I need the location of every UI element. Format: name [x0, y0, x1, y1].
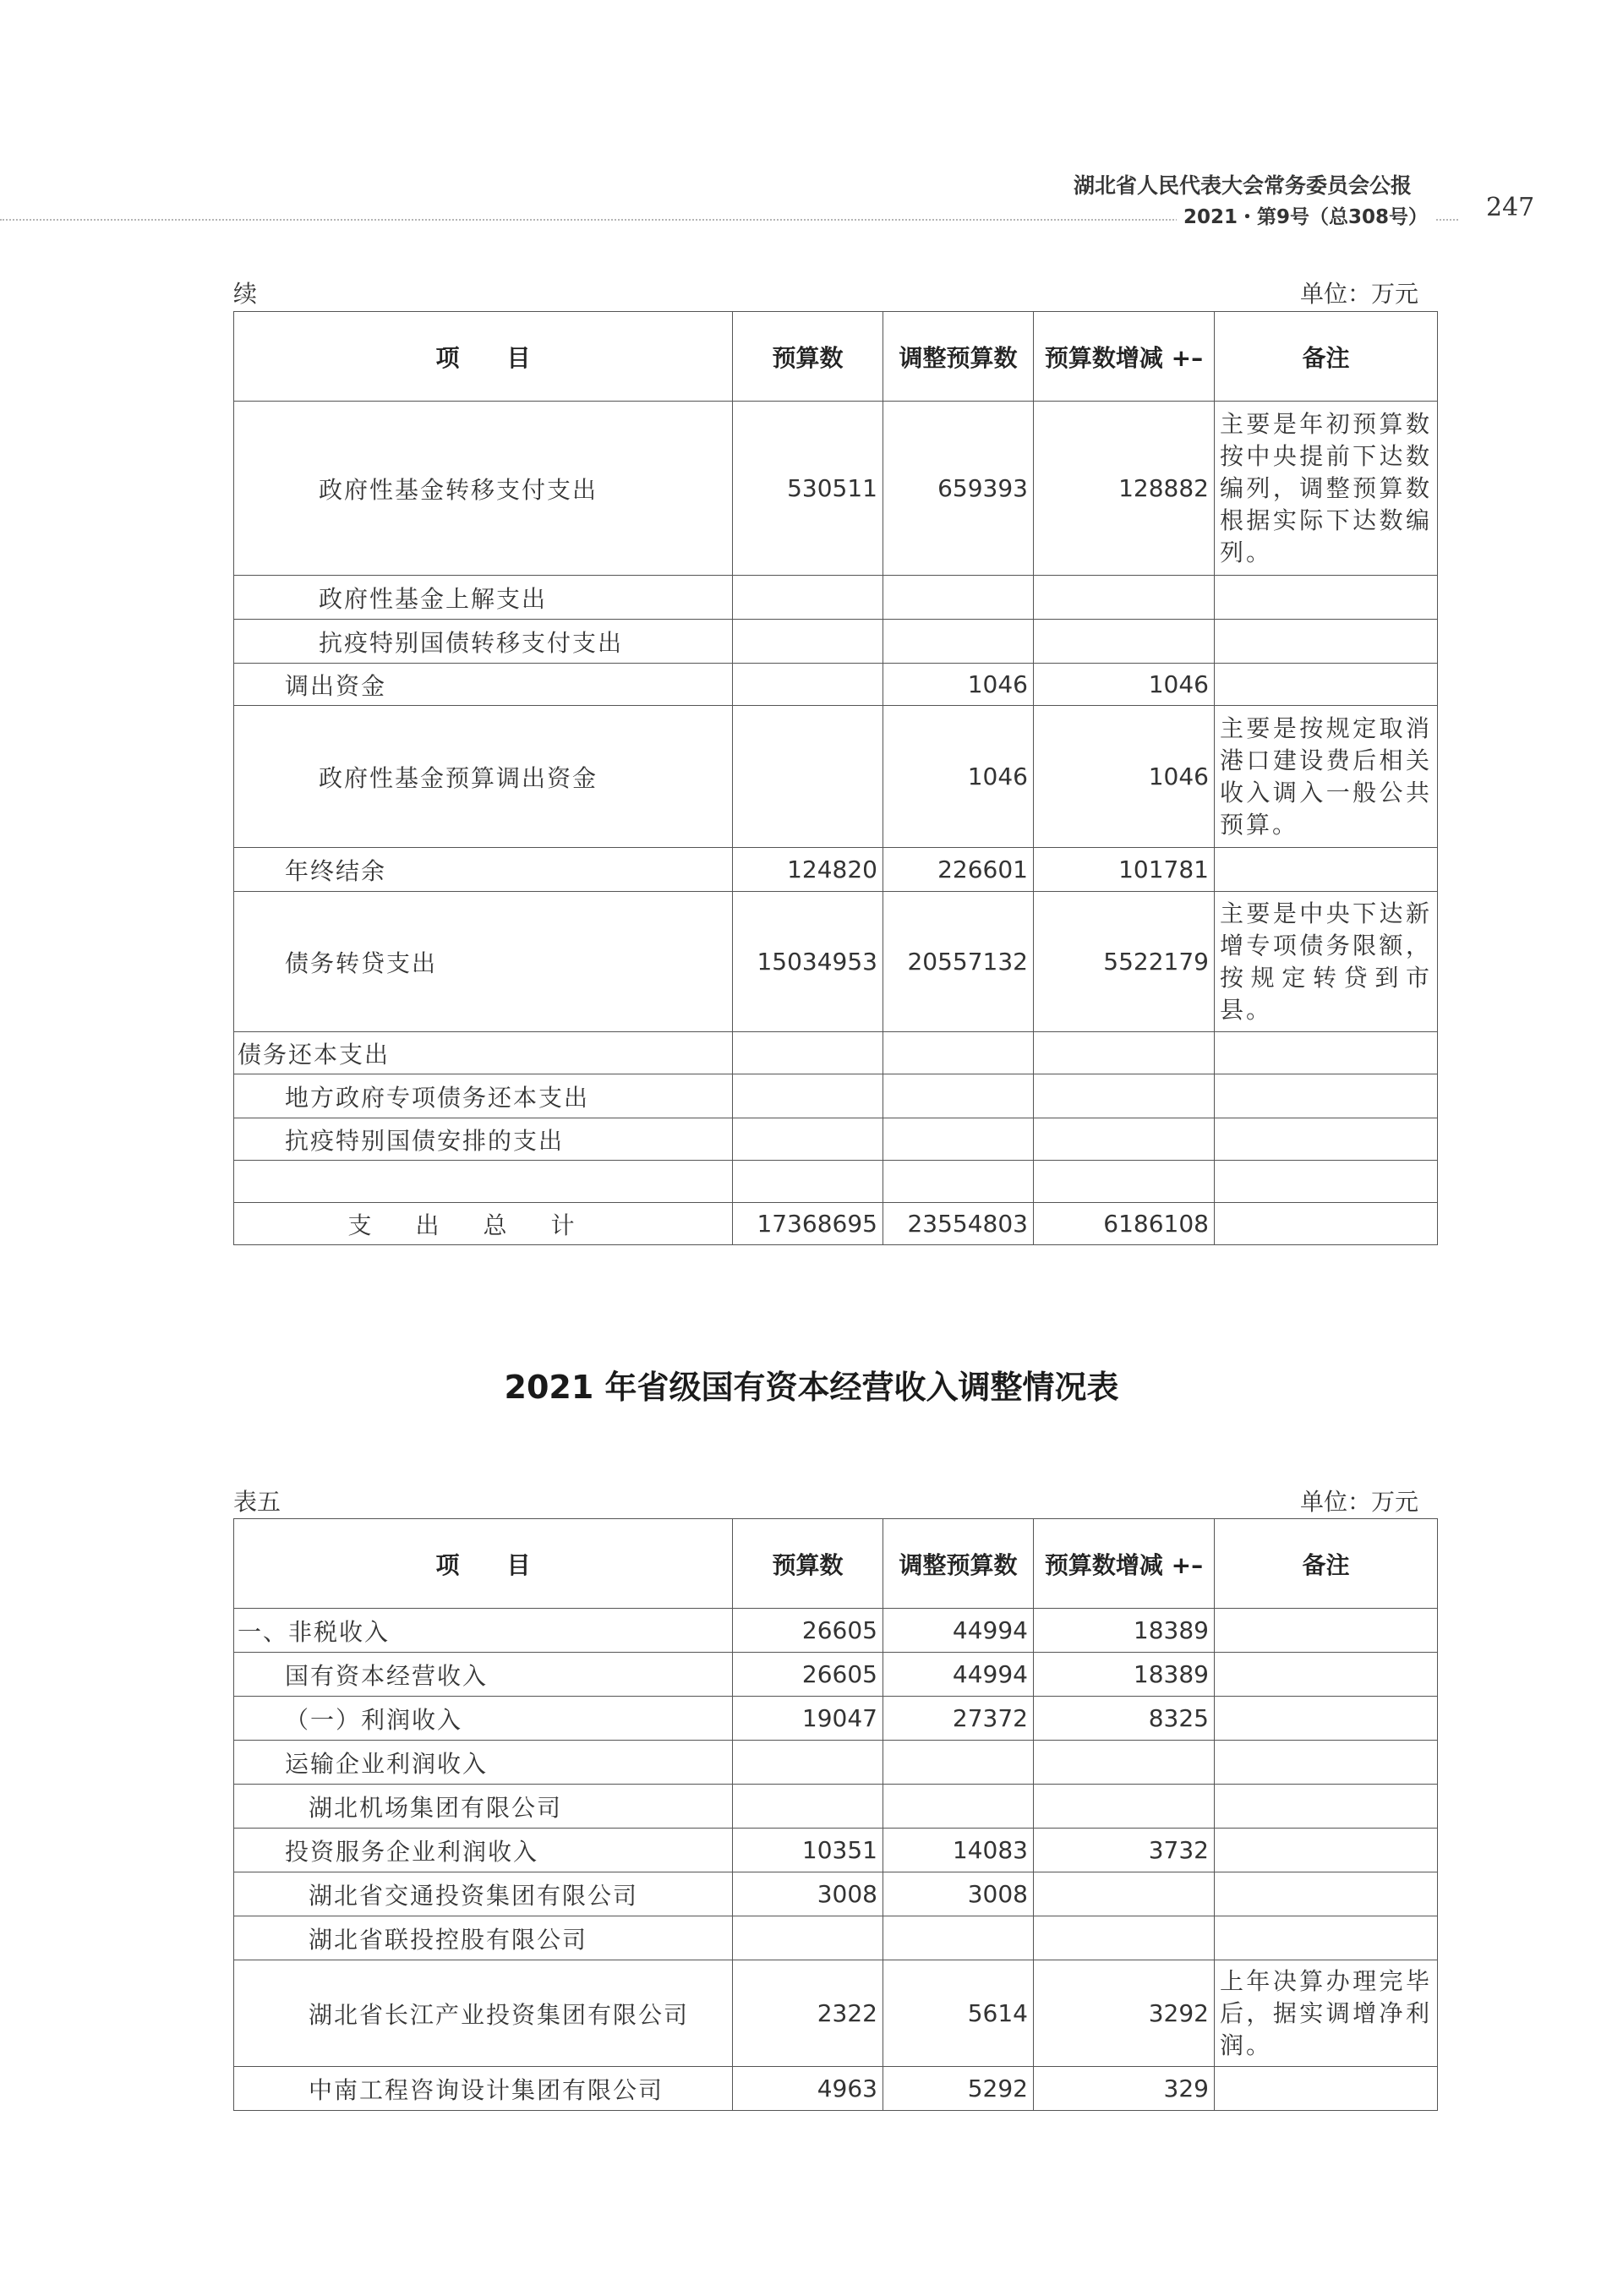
table-row	[234, 620, 1438, 664]
row-adjusted	[883, 620, 1034, 664]
row-note	[1215, 664, 1438, 706]
state-capital-revenue-table	[233, 1518, 1438, 2111]
table-row	[234, 2067, 1438, 2111]
row-budget: 530511	[733, 402, 883, 576]
row-item: 债务还本支出	[234, 1032, 733, 1074]
row-note	[1215, 2067, 1438, 2111]
row-adjusted	[883, 1032, 1034, 1074]
row-adjusted: 44994	[883, 1653, 1034, 1697]
row-item: 抗疫特别国债安排的支出	[234, 1118, 733, 1161]
row-budget: 19047	[733, 1697, 883, 1741]
table-row	[234, 1872, 1438, 1916]
row-item: 抗疫特别国债转移支付支出	[234, 620, 733, 664]
row-adjusted: 5614	[883, 1960, 1034, 2067]
row-item: 中南工程咨询设计集团有限公司	[234, 2067, 733, 2111]
row-item: （一）利润收入	[234, 1697, 733, 1741]
row-note	[1215, 1161, 1438, 1203]
table2-caption: 表五	[233, 1488, 281, 1516]
table-row	[234, 892, 1438, 1032]
row-budget: 26605	[733, 1609, 883, 1653]
row-change: 3292	[1034, 1960, 1215, 2067]
row-change	[1034, 1741, 1215, 1785]
row-adjusted	[883, 1161, 1034, 1203]
row-item: 运输企业利润收入	[234, 1741, 733, 1785]
table-row	[234, 1161, 1438, 1203]
row-budget	[733, 1074, 883, 1118]
row-change: 3732	[1034, 1829, 1215, 1872]
row-budget	[733, 620, 883, 664]
row-adjusted	[883, 1916, 1034, 1960]
table-row	[234, 1697, 1438, 1741]
row-change: 18389	[1034, 1609, 1215, 1653]
row-note	[1215, 1697, 1438, 1741]
row-adjusted: 5292	[883, 2067, 1034, 2111]
table-header-row	[234, 1519, 1438, 1609]
row-change	[1034, 1872, 1215, 1916]
table-row	[234, 1032, 1438, 1074]
row-budget	[733, 1032, 883, 1074]
publication-name: 湖北省人民代表大会常务委员会公报	[1074, 173, 1413, 198]
row-budget	[733, 1785, 883, 1829]
table-row	[234, 664, 1438, 706]
total-label: 支出总计	[234, 1203, 733, 1245]
header-note: 备注	[1215, 312, 1438, 402]
row-item: 湖北省交通投资集团有限公司	[234, 1872, 733, 1916]
row-adjusted	[883, 576, 1034, 620]
row-note	[1215, 1829, 1438, 1872]
row-budget: 4963	[733, 2067, 883, 2111]
row-change: 329	[1034, 2067, 1215, 2111]
table1-unit: 单位：万元	[1300, 280, 1419, 308]
row-budget	[733, 1118, 883, 1161]
row-change	[1034, 1118, 1215, 1161]
row-note	[1215, 620, 1438, 664]
row-change	[1034, 1074, 1215, 1118]
row-adjusted	[883, 1785, 1034, 1829]
table2-unit: 单位：万元	[1300, 1488, 1419, 1516]
row-change: 1046	[1034, 664, 1215, 706]
row-change: 101781	[1034, 848, 1215, 892]
row-note: 主要是年初预算数按中央提前下达数编列，调整预算数根据实际下达数编列。	[1215, 402, 1438, 576]
expenditure-table-continued	[233, 311, 1438, 1245]
row-adjusted: 20557132	[883, 892, 1034, 1032]
row-note	[1215, 1653, 1438, 1697]
row-item: 湖北机场集团有限公司	[234, 1785, 733, 1829]
row-adjusted: 1046	[883, 706, 1034, 848]
row-item: 国有资本经营收入	[234, 1653, 733, 1697]
table-row	[234, 1074, 1438, 1118]
row-budget	[733, 1741, 883, 1785]
table1-caption: 续	[233, 280, 258, 308]
row-note	[1215, 848, 1438, 892]
row-adjusted	[883, 1741, 1034, 1785]
row-adjusted	[883, 1118, 1034, 1161]
row-change	[1034, 1916, 1215, 1960]
header-item: 项 目	[234, 1519, 733, 1609]
table-row	[234, 1785, 1438, 1829]
row-budget	[733, 1916, 883, 1960]
row-note	[1215, 1074, 1438, 1118]
table-row	[234, 1829, 1438, 1872]
row-budget: 3008	[733, 1872, 883, 1916]
row-note	[1215, 1741, 1438, 1785]
row-note	[1215, 576, 1438, 620]
row-item: 投资服务企业利润收入	[234, 1829, 733, 1872]
table-row	[234, 1609, 1438, 1653]
row-change	[1034, 1032, 1215, 1074]
header-budget: 预算数	[733, 1519, 883, 1609]
row-adjusted: 27372	[883, 1697, 1034, 1741]
row-note: 上年决算办理完毕后，据实调增净利润。	[1215, 1960, 1438, 2067]
row-adjusted: 659393	[883, 402, 1034, 576]
row-adjusted: 44994	[883, 1609, 1034, 1653]
row-budget	[733, 1161, 883, 1203]
row-change: 18389	[1034, 1653, 1215, 1697]
row-change: 5522179	[1034, 892, 1215, 1032]
row-item: 政府性基金上解支出	[234, 576, 733, 620]
table-row	[234, 1916, 1438, 1960]
row-item: 湖北省联投控股有限公司	[234, 1916, 733, 1960]
row-item: 地方政府专项债务还本支出	[234, 1074, 733, 1118]
row-note	[1215, 1785, 1438, 1829]
row-change: 8325	[1034, 1697, 1215, 1741]
row-item: 政府性基金预算调出资金	[234, 706, 733, 848]
header-note: 备注	[1215, 1519, 1438, 1609]
table-row	[234, 576, 1438, 620]
header-adjusted: 调整预算数	[883, 312, 1034, 402]
row-change	[1034, 576, 1215, 620]
row-note	[1215, 1032, 1438, 1074]
row-note	[1215, 1609, 1438, 1653]
row-item	[234, 1161, 733, 1203]
issue-number: 2021・第9号（总308号）	[1177, 201, 1434, 229]
table-row	[234, 1118, 1438, 1161]
row-item: 年终结余	[234, 848, 733, 892]
row-item: 政府性基金转移支付支出	[234, 402, 733, 576]
header-adjusted: 调整预算数	[883, 1519, 1034, 1609]
row-adjusted: 1046	[883, 664, 1034, 706]
row-change	[1034, 1161, 1215, 1203]
row-budget: 26605	[733, 1653, 883, 1697]
row-note	[1215, 1872, 1438, 1916]
table-row	[234, 1741, 1438, 1785]
table-row	[234, 706, 1438, 848]
row-item: 一、非税收入	[234, 1609, 733, 1653]
table-row	[234, 848, 1438, 892]
total-budget: 17368695	[733, 1203, 883, 1245]
row-note: 主要是中央下达新增专项债务限额，按规定转贷到市县。	[1215, 892, 1438, 1032]
row-budget	[733, 664, 883, 706]
row-note	[1215, 1916, 1438, 1960]
row-adjusted: 14083	[883, 1829, 1034, 1872]
header-change: 预算数增减 +–	[1034, 312, 1215, 402]
total-change: 6186108	[1034, 1203, 1215, 1245]
page-number: 247	[1486, 193, 1535, 222]
row-budget: 124820	[733, 848, 883, 892]
row-change: 128882	[1034, 402, 1215, 576]
row-change	[1034, 620, 1215, 664]
row-item: 债务转贷支出	[234, 892, 733, 1032]
row-change: 1046	[1034, 706, 1215, 848]
row-item: 调出资金	[234, 664, 733, 706]
table-row	[234, 1960, 1438, 2067]
row-adjusted: 3008	[883, 1872, 1034, 1916]
row-note	[1215, 1118, 1438, 1161]
row-note: 主要是按规定取消港口建设费后相关收入调入一般公共预算。	[1215, 706, 1438, 848]
row-adjusted: 226601	[883, 848, 1034, 892]
table-row	[234, 1653, 1438, 1697]
table-header-row	[234, 312, 1438, 402]
row-budget	[733, 576, 883, 620]
header-item: 项 目	[234, 312, 733, 402]
row-adjusted	[883, 1074, 1034, 1118]
section-title: 2021 年省级国有资本经营收入调整情况表	[504, 1369, 1119, 1406]
table-row	[234, 402, 1438, 576]
header-budget: 预算数	[733, 312, 883, 402]
total-note	[1215, 1203, 1438, 1245]
row-change	[1034, 1785, 1215, 1829]
row-item: 湖北省长江产业投资集团有限公司	[234, 1960, 733, 2067]
table-total-row	[234, 1203, 1438, 1245]
row-budget: 2322	[733, 1960, 883, 2067]
row-budget	[733, 706, 883, 848]
total-adjusted: 23554803	[883, 1203, 1034, 1245]
row-budget: 10351	[733, 1829, 883, 1872]
header-change: 预算数增减 +–	[1034, 1519, 1215, 1609]
row-budget: 15034953	[733, 892, 883, 1032]
